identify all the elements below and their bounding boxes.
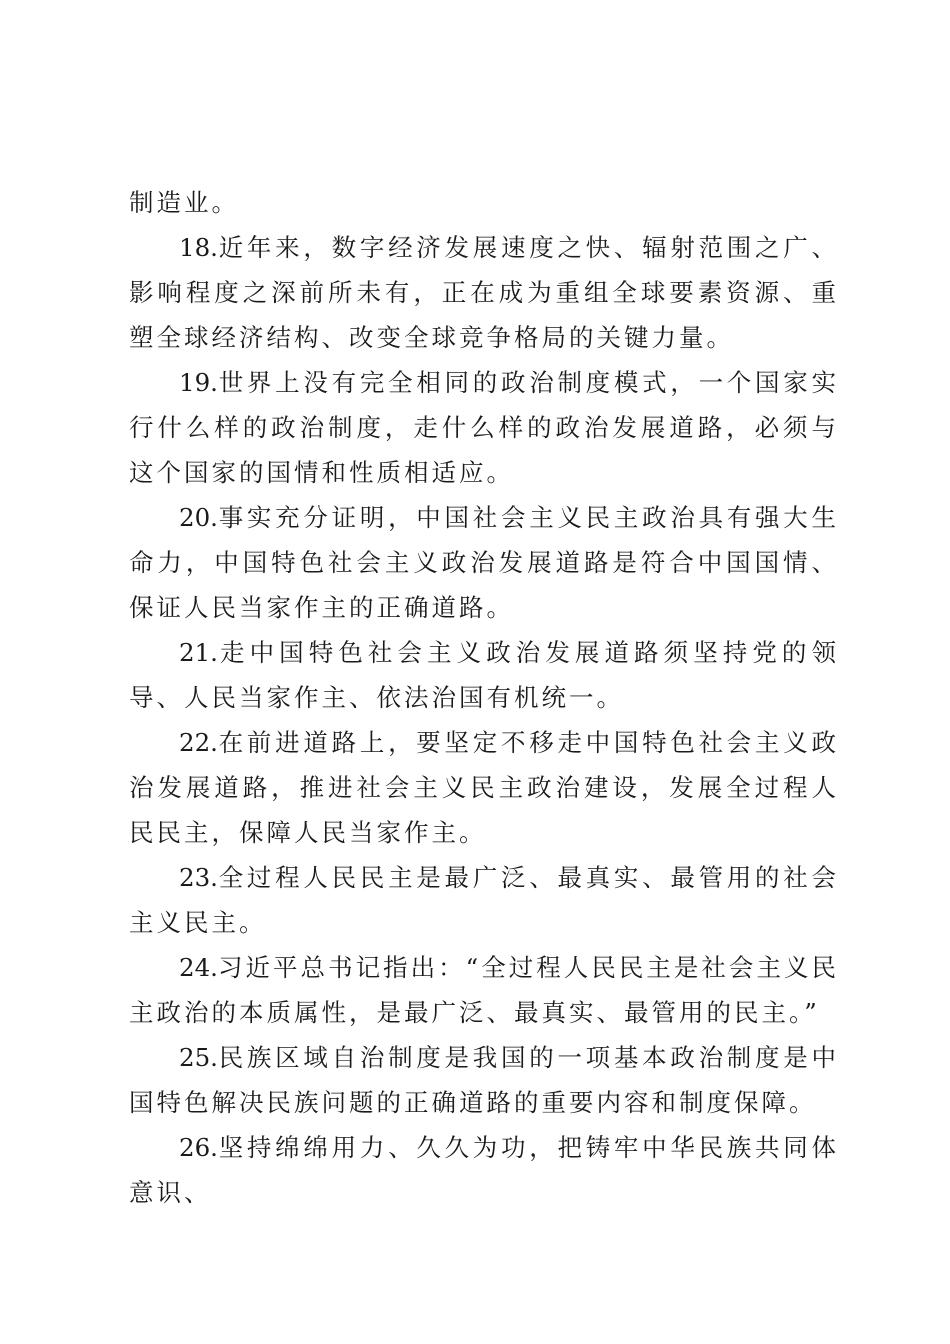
paragraph-item-23 — [129, 855, 839, 945]
paragraph-number: 19. — [179, 368, 218, 397]
paragraph-item-25 — [129, 1035, 839, 1125]
paragraph-item-19 — [129, 360, 839, 495]
paragraph-item-21 — [129, 630, 839, 720]
paragraph-number: 25. — [179, 1043, 218, 1072]
paragraph-item-22 — [129, 720, 839, 855]
paragraph-number: 26. — [179, 1133, 218, 1162]
paragraph-number: 20. — [179, 503, 218, 532]
paragraph-number: 18. — [179, 233, 218, 262]
paragraph-text: 走中国特色社会主义政治发展道路须坚持党的领导、人民当家作主、依法治国有机统一。 — [129, 638, 839, 712]
paragraph-text: 事实充分证明，中国社会主义民主政治具有强大生命力，中国特色社会主义政治发展道路是符合中国国情、保证人民当家作主的正确道路。 — [129, 503, 839, 622]
paragraph-text: 制造业。 — [129, 188, 239, 217]
paragraph-item-26 — [129, 1125, 839, 1215]
paragraph-text: 近年来，数字经济发展速度之快、辐射范围之广、影响程度之深前所未有，正在成为重组全球要素资源、重塑全球经济结构、改变全球竞争格局的关键力量。 — [129, 233, 839, 352]
paragraph-item-18 — [129, 225, 839, 360]
paragraph-number: 22. — [179, 728, 218, 757]
paragraph-item-24 — [129, 945, 839, 1035]
paragraph-item-20 — [129, 495, 839, 630]
paragraph-number: 24. — [179, 953, 218, 982]
paragraph-text: 坚持绵绵用力、久久为功，把铸牢中华民族共同体意识、 — [129, 1133, 839, 1207]
paragraph-text: 世界上没有完全相同的政治制度模式，一个国家实行什么样的政治制度，走什么样的政治发展道路，必须与这个国家的国情和性质相适应。 — [129, 368, 839, 487]
document-body — [129, 180, 839, 1215]
paragraph-continuation — [129, 180, 839, 225]
paragraph-text: 全过程人民民主是最广泛、最真实、最管用的社会主义民主。 — [129, 863, 839, 937]
paragraph-number: 21. — [179, 638, 218, 667]
paragraph-text: 在前进道路上，要坚定不移走中国特色社会主义政治发展道路，推进社会主义民主政治建设，发展全过程人民民主，保障人民当家作主。 — [129, 728, 839, 847]
paragraph-text: 习近平总书记指出：“全过程人民民主是社会主义民主政治的本质属性，是最广泛、最真实、最管用的民主。” — [129, 953, 839, 1027]
paragraph-text: 民族区域自治制度是我国的一项基本政治制度是中国特色解决民族问题的正确道路的重要内容和制度保障。 — [129, 1043, 839, 1117]
paragraph-number: 23. — [179, 863, 218, 892]
